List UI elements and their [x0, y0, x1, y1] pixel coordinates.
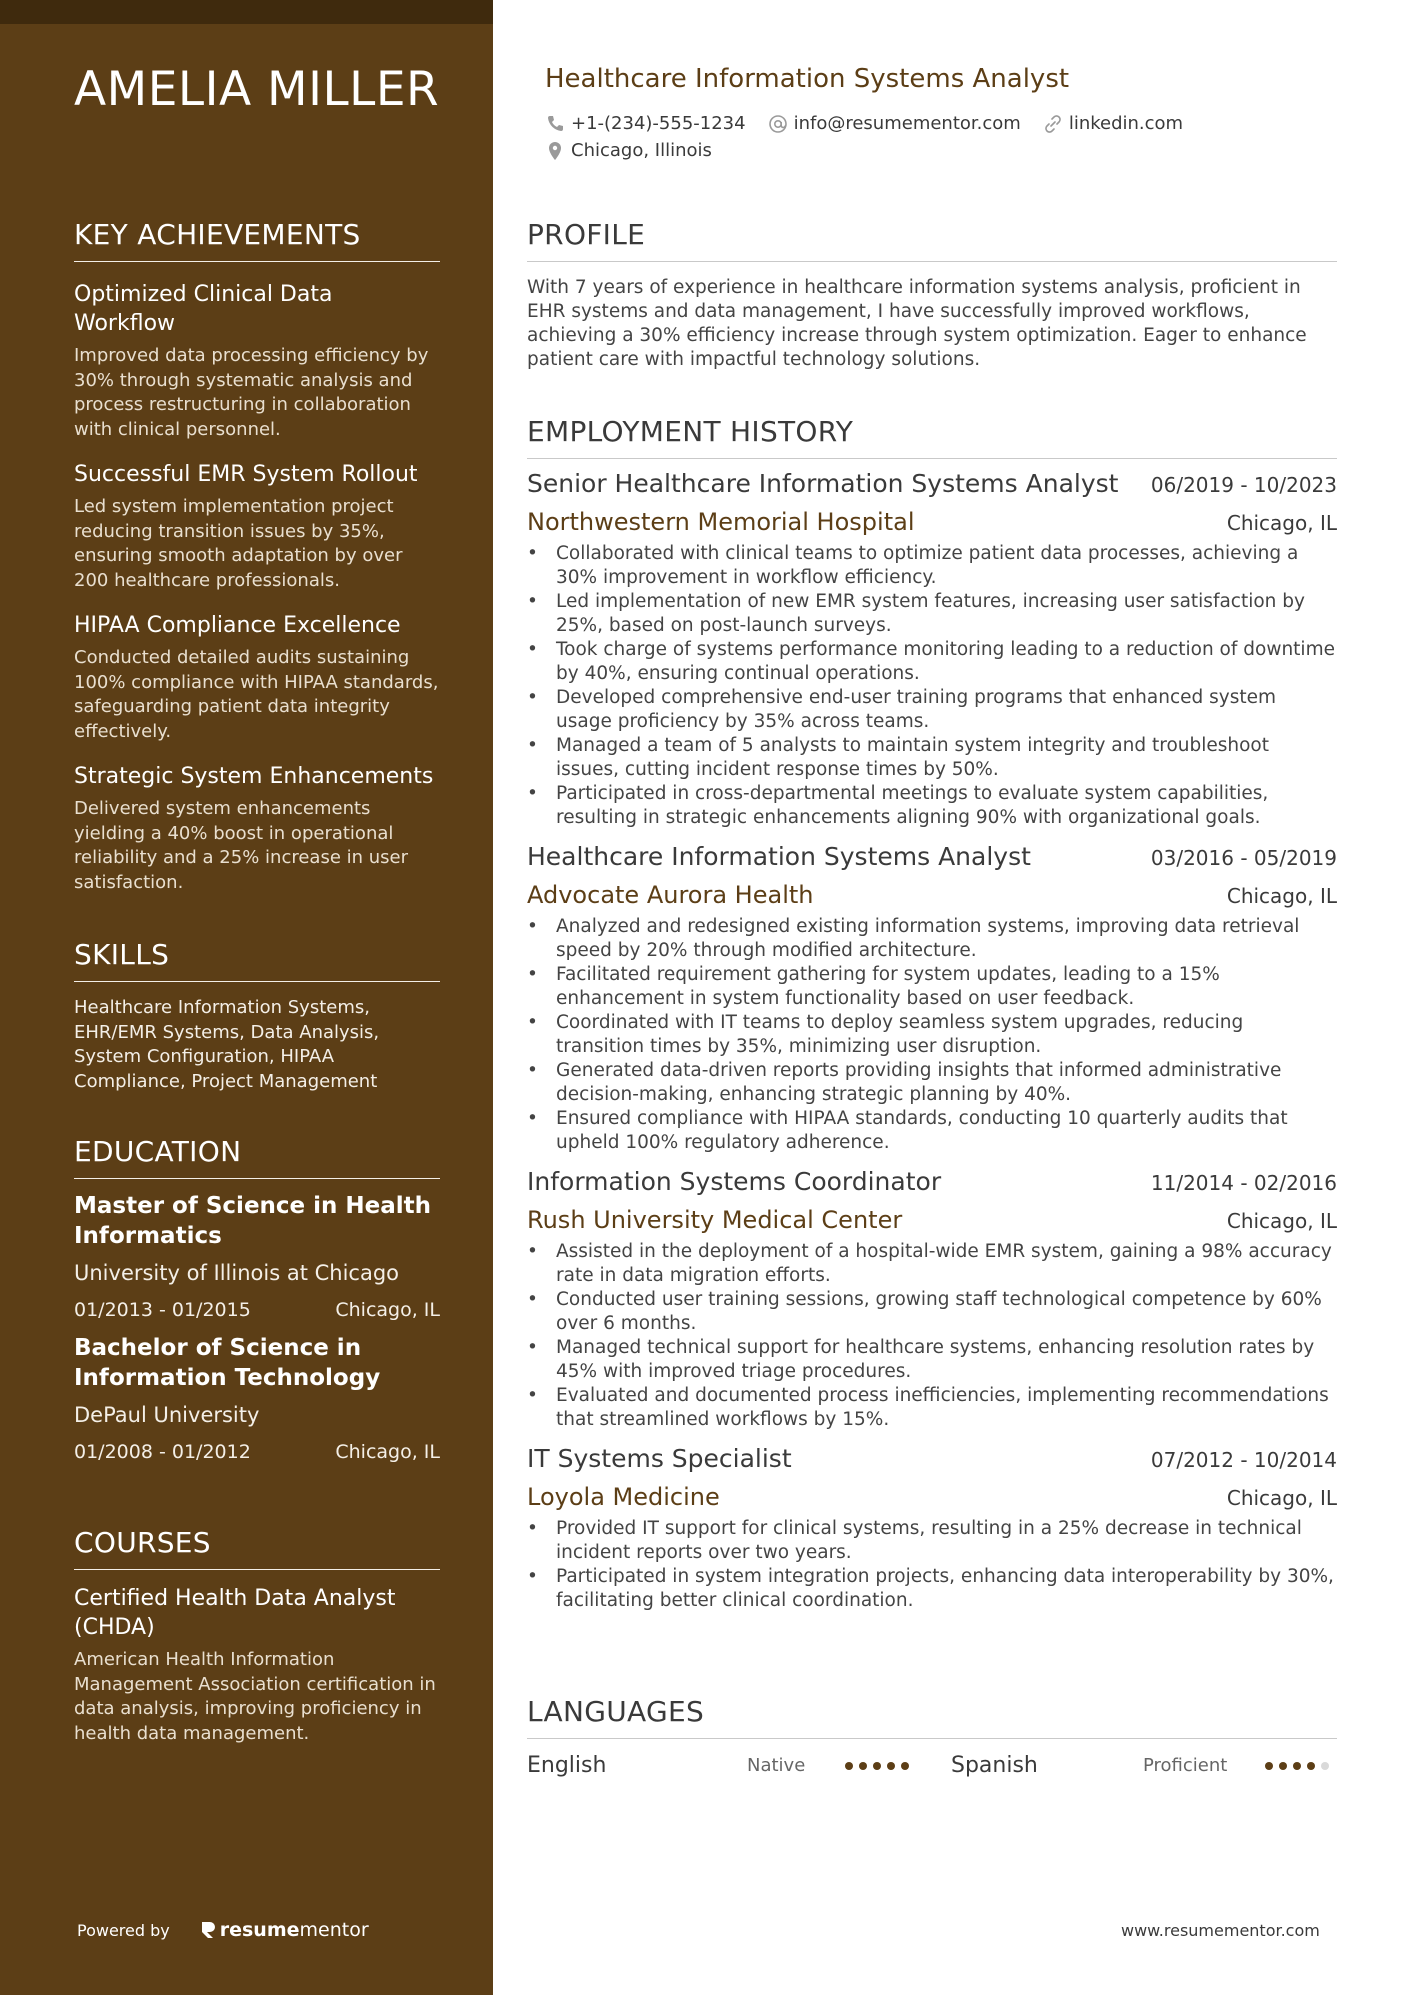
brand-logo[interactable]	[200, 1919, 369, 1941]
job-entry	[527, 469, 1337, 830]
job-bullets	[527, 1240, 1337, 1432]
job-bullets	[527, 542, 1337, 830]
location-text: Chicago, Illinois	[571, 140, 712, 161]
rating-dot-filled	[859, 1762, 867, 1770]
achievement-item	[74, 280, 440, 442]
sidebar	[0, 0, 493, 1995]
skills-section	[74, 938, 440, 1094]
brand-bold: resume	[219, 1919, 300, 1941]
job-dates: 03/2016 - 05/2019	[1150, 846, 1337, 870]
rating-dot-filled	[901, 1762, 909, 1770]
job-bullet: • Evaluated and documented process inefficiencies, implementing recommendations that streamlined workflows by 15%.	[527, 1384, 1337, 1432]
education-heading: EDUCATION	[74, 1135, 440, 1179]
email-text: info@resumementor.com	[793, 113, 1021, 134]
job-bullet: • Conducted user training sessions, growing staff technological competence by 60% over 6 months.	[527, 1288, 1337, 1336]
job-bullet: • Managed technical support for healthcare systems, enhancing resolution rates by 45% with improved triage procedures.	[527, 1336, 1337, 1384]
achievement-desc: Conducted detailed audits sustaining 100% compliance with HIPAA standards, safeguarding patient data integrity effectively.	[74, 647, 439, 742]
job-dates: 07/2012 - 10/2014	[1150, 1448, 1337, 1472]
achievement-title: Optimized Clinical Data Workflow	[74, 282, 333, 336]
achievement-desc: Led system implementation project reducing transition issues by 35%, ensuring smooth adaptation by over 200 healthcare professionals.	[74, 496, 403, 591]
job-company: Northwestern Memorial Hospital	[527, 508, 915, 536]
contact-location	[545, 140, 712, 161]
rating-dot-filled	[1307, 1762, 1315, 1770]
job-bullet: • Generated data-driven reports providing insights that informed administrative decision-making, enhancing strategic planning by 40%.	[527, 1059, 1337, 1107]
courses-section	[74, 1526, 440, 1746]
language-name: English	[527, 1753, 607, 1778]
job-bullet: • Participated in system integration projects, enhancing data interoperability by 30%, facilitating better clinical coordination.	[527, 1565, 1337, 1613]
languages-row	[527, 1753, 1337, 1778]
edu-school: University of Illinois at Chicago	[74, 1261, 400, 1285]
phone-icon	[545, 114, 565, 134]
footer-website[interactable]: www.resumementor.com	[1121, 1921, 1320, 1940]
courses-heading: COURSES	[74, 1526, 440, 1570]
rating-dot-filled	[845, 1762, 853, 1770]
job-location: Chicago, IL	[1226, 511, 1337, 535]
education-item	[74, 1191, 440, 1321]
powered-by-label: Powered by	[77, 1920, 170, 1940]
profile-section	[527, 218, 1337, 372]
achievement-item	[74, 611, 440, 744]
job-location: Chicago, IL	[1226, 1209, 1337, 1233]
edu-school: DePaul University	[74, 1403, 260, 1427]
language-level: Proficient	[1143, 1755, 1228, 1776]
job-location: Chicago, IL	[1226, 1486, 1337, 1510]
job-role: Information Systems Coordinator	[527, 1167, 942, 1196]
powered-by	[77, 1919, 369, 1941]
profile-text: With 7 years of experience in healthcare information systems analysis, proficient in EHR systems and data management, I have successfully improved workflows, achieving a 30% efficiency increase through system optimization. Eager to enhance patient care with impactful technology solutions.	[527, 277, 1307, 370]
achievement-item	[74, 762, 440, 895]
link-icon	[1043, 114, 1063, 134]
edu-location: Chicago, IL	[335, 1299, 440, 1321]
contact-row-2	[545, 140, 734, 161]
languages-heading: LANGUAGES	[527, 1695, 1337, 1739]
at-icon	[768, 114, 788, 134]
profile-heading: PROFILE	[527, 218, 1337, 262]
job-bullet: • Facilitated requirement gathering for system updates, leading to a 15% enhancement in system functionality based on user feedback.	[527, 963, 1337, 1011]
job-bullet: • Led implementation of new EMR system features, increasing user satisfaction by 25%, based on post-launch surveys.	[527, 590, 1337, 638]
language-rating	[1259, 1762, 1329, 1770]
language-name: Spanish	[951, 1753, 1038, 1778]
contact-linkedin[interactable]	[1043, 113, 1183, 134]
employment-section	[527, 415, 1337, 1613]
achievement-desc: Improved data processing efficiency by 30% through systematic analysis and process restructuring in collaboration with clinical personnel.	[74, 345, 429, 440]
employment-heading: EMPLOYMENT HISTORY	[527, 415, 1337, 459]
job-company: Rush University Medical Center	[527, 1206, 903, 1234]
job-bullet: • Collaborated with clinical teams to optimize patient data processes, achieving a 30% improvement in workflow efficiency.	[527, 542, 1337, 590]
job-role: Healthcare Information Systems Analyst	[527, 842, 1031, 871]
achievement-desc: Delivered system enhancements yielding a 40% boost in operational reliability and a 25% increase in user satisfaction.	[74, 798, 409, 893]
job-bullets	[527, 915, 1337, 1155]
rating-dot-filled	[873, 1762, 881, 1770]
edu-degree: Bachelor of Science in Information Technology	[74, 1335, 381, 1391]
job-dates: 06/2019 - 10/2023	[1150, 473, 1337, 497]
rating-dot-filled	[1293, 1762, 1301, 1770]
job-entry	[527, 1167, 1337, 1432]
brand-light: mentor	[299, 1919, 369, 1941]
course-desc: American Health Information Management Association certification in data analysis, improving proficiency in health data management.	[74, 1649, 436, 1744]
languages-section	[527, 1695, 1337, 1778]
job-bullet: • Analyzed and redesigned existing information systems, improving data retrieval speed by 20% through modified architecture.	[527, 915, 1337, 963]
rating-dot-filled	[887, 1762, 895, 1770]
skills-list: Healthcare Information Systems, EHR/EMR Systems, Data Analysis, System Configuration, HIPAA Compliance, Project Management	[74, 997, 380, 1092]
education-section	[74, 1135, 440, 1463]
edu-degree: Master of Science in Health Informatics	[74, 1193, 432, 1249]
job-bullet: • Ensured compliance with HIPAA standards, conducting 10 quarterly audits that upheld 100% regulatory adherence.	[527, 1107, 1337, 1155]
education-item	[74, 1333, 440, 1463]
achievements-section	[74, 218, 440, 895]
course-title: Certified Health Data Analyst (CHDA)	[74, 1586, 396, 1640]
contact-row-1	[545, 113, 1205, 134]
job-entry	[527, 1444, 1337, 1613]
job-bullets	[527, 1517, 1337, 1613]
job-bullet: • Coordinated with IT teams to deploy seamless system upgrades, reducing transition times by 35%, minimizing user disruption.	[527, 1011, 1337, 1059]
skills-heading: SKILLS	[74, 938, 440, 982]
job-bullet: • Provided IT support for clinical systems, resulting in a 25% decrease in technical incident reports over two years.	[527, 1517, 1337, 1565]
achievement-title: Successful EMR System Rollout	[74, 462, 418, 487]
linkedin-text: linkedin.com	[1068, 113, 1184, 134]
edu-dates: 01/2013 - 01/2015	[74, 1299, 251, 1321]
rating-dot-filled	[1265, 1762, 1273, 1770]
headline-title: Healthcare Information Systems Analyst	[545, 64, 1070, 94]
job-bullet: • Participated in cross-departmental meetings to evaluate system capabilities, resulting in strategic enhancements aligning 90% with organizational goals.	[527, 782, 1337, 830]
job-role: IT Systems Specialist	[527, 1444, 792, 1473]
edu-location: Chicago, IL	[335, 1441, 440, 1463]
job-company: Loyola Medicine	[527, 1483, 720, 1511]
job-bullet: • Managed a team of 5 analysts to maintain system integrity and troubleshoot issues, cutting incident response times by 50%.	[527, 734, 1337, 782]
contact-email[interactable]	[768, 113, 1021, 134]
job-bullet: • Took charge of systems performance monitoring leading to a reduction of downtime by 40%, ensuring continual operations.	[527, 638, 1337, 686]
job-bullet: • Developed comprehensive end-user training programs that enhanced system usage proficiency by 35% across teams.	[527, 686, 1337, 734]
language-rating	[839, 1762, 951, 1770]
brand-mark-icon	[200, 1920, 216, 1940]
achievements-heading: KEY ACHIEVEMENTS	[74, 218, 440, 262]
achievement-title: Strategic System Enhancements	[74, 764, 434, 789]
job-dates: 11/2014 - 02/2016	[1150, 1171, 1337, 1195]
language-level: Native	[747, 1755, 806, 1776]
achievement-title: HIPAA Compliance Excellence	[74, 613, 401, 638]
job-entry	[527, 842, 1337, 1155]
contact-phone[interactable]	[545, 113, 746, 134]
course-item	[74, 1584, 440, 1746]
job-role: Senior Healthcare Information Systems Analyst	[527, 469, 1119, 498]
rating-dot-filled	[1279, 1762, 1287, 1770]
location-pin-icon	[545, 141, 565, 161]
job-bullet: • Assisted in the deployment of a hospital-wide EMR system, gaining a 98% accuracy rate in data migration efforts.	[527, 1240, 1337, 1288]
candidate-name: AMELIA MILLER	[74, 62, 440, 117]
job-location: Chicago, IL	[1226, 884, 1337, 908]
achievement-item	[74, 460, 440, 593]
sidebar-top-bar	[0, 0, 493, 24]
edu-dates: 01/2008 - 01/2012	[74, 1441, 251, 1463]
phone-text: +1-(234)-555-1234	[571, 113, 746, 134]
job-company: Advocate Aurora Health	[527, 881, 814, 909]
rating-dot-empty	[1321, 1762, 1329, 1770]
